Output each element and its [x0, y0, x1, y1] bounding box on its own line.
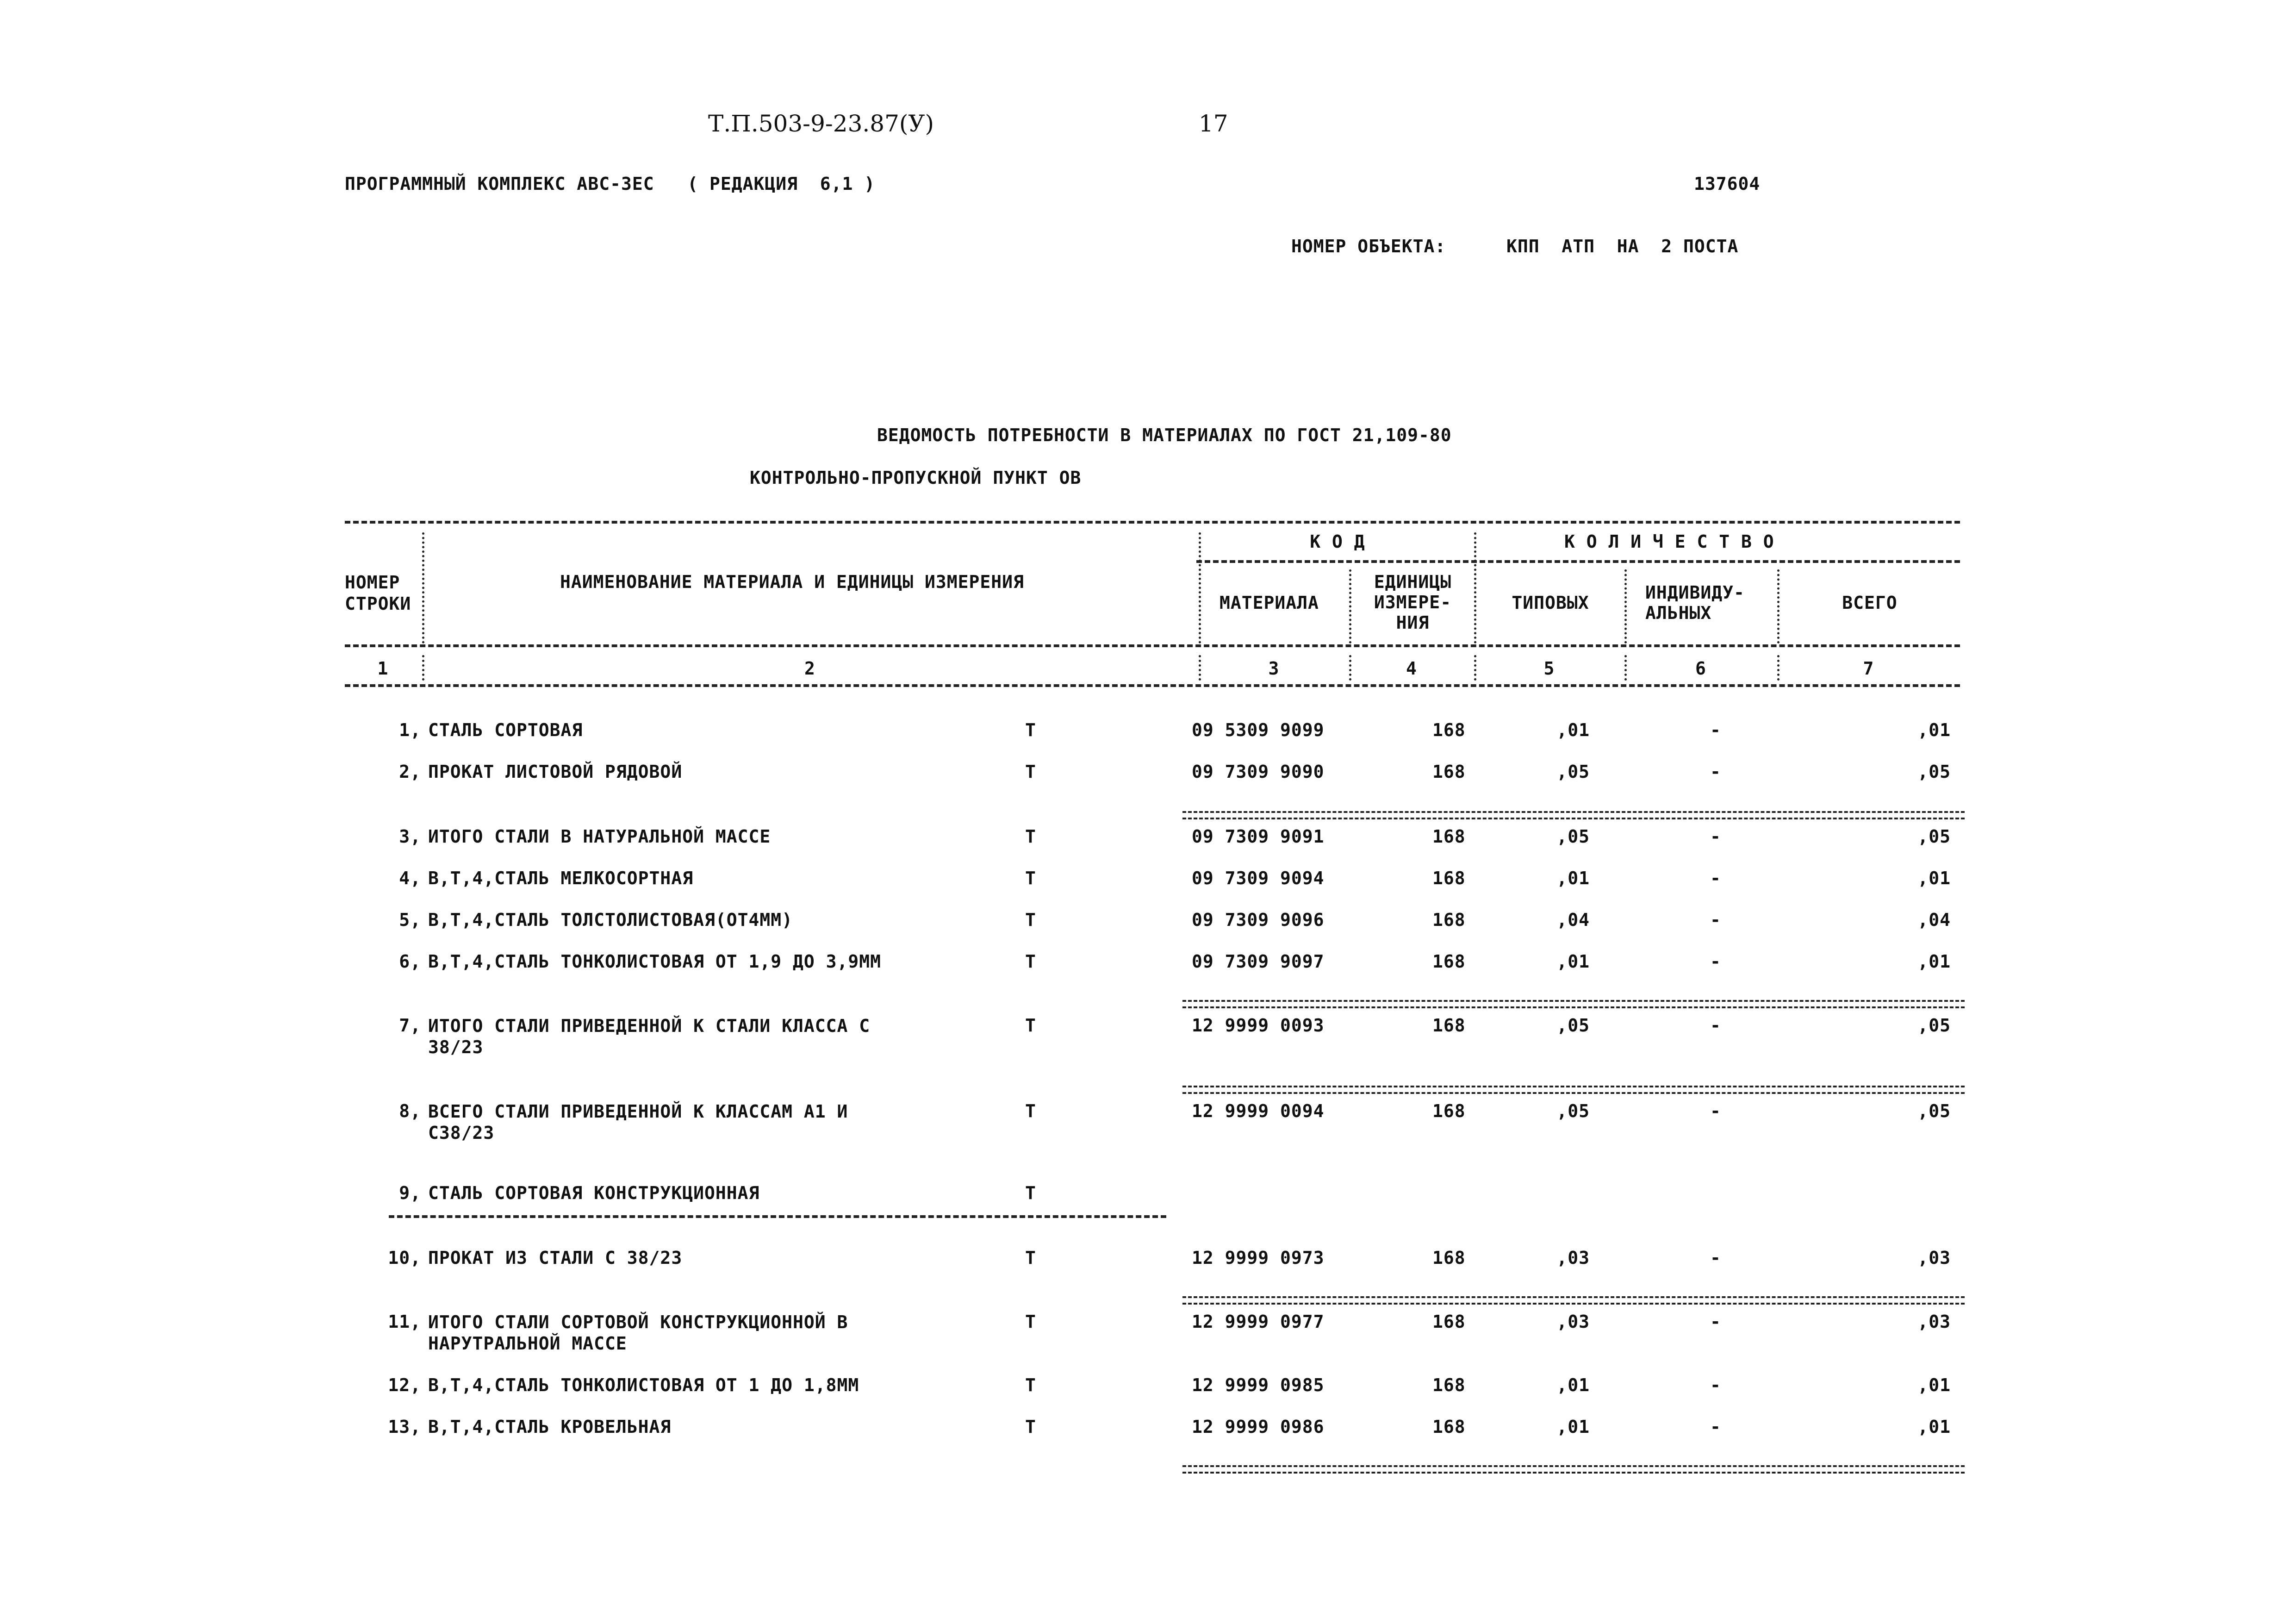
row-number: 2,: [399, 762, 421, 782]
typical-quantity: ,01: [1556, 1417, 1590, 1437]
object-value: КПП АТП НА 2 ПОСТА: [1506, 236, 1739, 256]
unit: Т: [1025, 1183, 1036, 1203]
unit: Т: [1025, 1312, 1036, 1332]
typical-quantity: ,01: [1556, 1375, 1590, 1395]
material-code: 09 7309 9090: [1192, 762, 1325, 782]
header-separator: [1624, 569, 1627, 643]
total-quantity: ,04: [1917, 910, 1951, 930]
total-quantity: ,03: [1917, 1248, 1951, 1268]
unit-code: 168: [1432, 1417, 1466, 1437]
unit: Т: [1025, 1101, 1036, 1121]
total-quantity: ,05: [1917, 1101, 1951, 1121]
typical-quantity: ,01: [1556, 868, 1590, 888]
individual-quantity: -: [1710, 1417, 1721, 1437]
total-quantity: ,01: [1917, 868, 1951, 888]
individual-quantity: -: [1710, 1101, 1721, 1121]
material-name: ВСЕГО СТАЛИ ПРИВЕДЕННОЙ К КЛАССАМ А1 И С38/23: [428, 1101, 848, 1143]
unit-code: 168: [1432, 826, 1466, 847]
subtotal-rule: [1182, 1465, 1965, 1474]
header-separator: [422, 532, 424, 643]
individual-quantity: -: [1710, 951, 1721, 972]
page-subtitle: КОНТРОЛЬНО-ПРОПУСКНОЙ ПУНКТ ОВ: [750, 468, 1082, 488]
individual-quantity: -: [1710, 868, 1721, 888]
header-typical: ТИПОВЫХ: [1512, 593, 1589, 613]
subtotal-rule: [1182, 1296, 1965, 1305]
object-label: НОМЕР ОБЪЕКТА:: [1291, 236, 1446, 256]
material-name: ИТОГО СТАЛИ В НАТУРАЛЬНОЙ МАССЕ: [428, 826, 771, 847]
unit-code: 168: [1432, 1312, 1466, 1332]
typical-quantity: ,05: [1556, 1101, 1590, 1121]
row-number: 13,: [388, 1417, 421, 1437]
material-code: 09 7309 9091: [1192, 826, 1325, 847]
program-name: ПРОГРАММНЫЙ КОМПЛЕКС АВС-3ЕС ( РЕДАКЦИЯ 6,1 ): [345, 174, 876, 194]
material-code: 12 9999 0986: [1192, 1417, 1325, 1437]
column-number: 2: [804, 658, 815, 679]
material-name: В,Т,4,СТАЛЬ ТОНКОЛИСТОВАЯ ОТ 1 ДО 1,8ММ: [428, 1375, 859, 1395]
individual-quantity: -: [1710, 826, 1721, 847]
table-top-rule: [345, 521, 1960, 524]
typical-quantity: ,03: [1556, 1248, 1590, 1268]
material-code: 12 9999 0094: [1192, 1101, 1325, 1121]
document-code: Т.П.503-9-23.87(У): [708, 110, 934, 137]
header-individual: ИНДИВИДУ- АЛЬНЫХ: [1645, 582, 1745, 623]
total-quantity: ,01: [1917, 720, 1951, 740]
unit: Т: [1025, 1417, 1036, 1437]
unit: Т: [1025, 951, 1036, 972]
typical-quantity: ,03: [1556, 1312, 1590, 1332]
total-quantity: ,01: [1917, 1375, 1951, 1395]
page-number: 17: [1199, 110, 1228, 137]
header-material-name: НАИМЕНОВАНИЕ МАТЕРИАЛА И ЕДИНИЦЫ ИЗМЕРЕНИЯ: [560, 572, 1024, 592]
column-number: 5: [1543, 658, 1555, 679]
material-code: 09 5309 9099: [1192, 720, 1325, 740]
unit: Т: [1025, 1375, 1036, 1395]
individual-quantity: -: [1710, 1248, 1721, 1268]
material-name: ИТОГО СТАЛИ СОРТОВОЙ КОНСТРУКЦИОННОЙ В НАРУТРАЛЬНОЙ МАССЕ: [428, 1312, 848, 1354]
page-title: ВЕДОМОСТЬ ПОТРЕБНОСТИ В МАТЕРИАЛАХ ПО ГОСТ 21,109-80: [877, 425, 1452, 445]
material-name: ИТОГО СТАЛИ ПРИВЕДЕННОЙ К СТАЛИ КЛАССА С 38/23: [428, 1016, 871, 1057]
unit-code: 168: [1432, 1015, 1466, 1036]
material-name: В,Т,4,СТАЛЬ ТОЛСТОЛИСТОВАЯ(ОТ4ММ): [428, 910, 793, 930]
subtotal-rule: [1182, 1086, 1965, 1094]
unit-code: 168: [1432, 1101, 1466, 1121]
typical-quantity: ,01: [1556, 720, 1590, 740]
row-9-underline: [389, 1215, 1166, 1218]
typical-quantity: ,05: [1556, 826, 1590, 847]
column-number: 6: [1695, 658, 1706, 679]
subtotal-rule: [1182, 811, 1965, 819]
unit-code: 168: [1432, 951, 1466, 972]
row-number: 9,: [399, 1183, 421, 1203]
unit: Т: [1025, 1015, 1036, 1036]
unit-code: 168: [1432, 720, 1466, 740]
unit: Т: [1025, 1248, 1036, 1268]
column-number: 4: [1406, 658, 1417, 679]
header-bottom-rule: [345, 644, 1960, 647]
unit-code: 168: [1432, 762, 1466, 782]
unit: Т: [1025, 910, 1036, 930]
typical-quantity: ,05: [1556, 1015, 1590, 1036]
individual-quantity: -: [1710, 910, 1721, 930]
total-quantity: ,01: [1917, 951, 1951, 972]
individual-quantity: -: [1710, 720, 1721, 740]
material-name: В,Т,4,СТАЛЬ ТОНКОЛИСТОВАЯ ОТ 1,9 ДО 3,9ММ: [428, 951, 881, 972]
material-name: ПРОКАТ ИЗ СТАЛИ С 38/23: [428, 1248, 683, 1268]
unit: Т: [1025, 826, 1036, 847]
row-number: 1,: [399, 720, 421, 740]
header-separator: [1199, 532, 1201, 643]
header-separator: [1474, 532, 1476, 643]
header-quantity-group: К О Л И Ч Е С Т В О: [1564, 531, 1774, 552]
row-number: 11,: [388, 1312, 421, 1332]
header-material-code: МАТЕРИАЛА: [1220, 593, 1319, 613]
typical-quantity: ,04: [1556, 910, 1590, 930]
unit-code: 168: [1432, 910, 1466, 930]
header-separator: [1349, 569, 1351, 643]
typical-quantity: ,01: [1556, 951, 1590, 972]
material-name: ПРОКАТ ЛИСТОВОЙ РЯДОВОЙ: [428, 762, 683, 782]
typical-quantity: ,05: [1556, 762, 1590, 782]
unit: Т: [1025, 762, 1036, 782]
unit: Т: [1025, 868, 1036, 888]
material-code: 12 9999 0977: [1192, 1312, 1325, 1332]
individual-quantity: -: [1710, 1015, 1721, 1036]
unit: Т: [1025, 720, 1036, 740]
header-separator: [1777, 569, 1780, 643]
header-unit-code: ЕДИНИЦЫ ИЗМЕРЕ- НИЯ: [1374, 572, 1452, 633]
column-number: 1: [377, 658, 389, 679]
column-number: 3: [1268, 658, 1280, 679]
row-number: 5,: [399, 910, 421, 930]
column-numbers-rule: [345, 684, 1960, 687]
total-quantity: ,05: [1917, 826, 1951, 847]
column-number: 7: [1863, 658, 1874, 679]
material-code: 12 9999 0973: [1192, 1248, 1325, 1268]
material-name: СТАЛЬ СОРТОВАЯ: [428, 720, 583, 740]
individual-quantity: -: [1710, 1375, 1721, 1395]
total-quantity: ,01: [1917, 1417, 1951, 1437]
material-name: СТАЛЬ СОРТОВАЯ КОНСТРУКЦИОННАЯ: [428, 1183, 760, 1203]
total-quantity: ,05: [1917, 762, 1951, 782]
document-number: 137604: [1694, 174, 1761, 194]
row-number: 12,: [388, 1375, 421, 1395]
unit-code: 168: [1432, 1375, 1466, 1395]
row-number: 7,: [399, 1015, 421, 1036]
material-code: 09 7309 9096: [1192, 910, 1325, 930]
unit-code: 168: [1432, 1248, 1466, 1268]
row-number: 4,: [399, 868, 421, 888]
unit-code: 168: [1432, 868, 1466, 888]
total-quantity: ,03: [1917, 1312, 1951, 1332]
material-name: В,Т,4,СТАЛЬ МЕЛКОСОРТНАЯ: [428, 868, 694, 888]
individual-quantity: -: [1710, 762, 1721, 782]
material-code: 09 7309 9097: [1192, 951, 1325, 972]
material-code: 09 7309 9094: [1192, 868, 1325, 888]
total-quantity: ,05: [1917, 1015, 1951, 1036]
header-code-group: К О Д: [1310, 531, 1365, 552]
subtotal-rule: [1182, 1000, 1965, 1008]
row-number: 8,: [399, 1101, 421, 1121]
header-total: ВСЕГО: [1842, 593, 1898, 613]
individual-quantity: -: [1710, 1312, 1721, 1332]
row-number: 3,: [399, 826, 421, 847]
row-number: 6,: [399, 951, 421, 972]
material-code: 12 9999 0093: [1192, 1015, 1325, 1036]
material-name: В,Т,4,СТАЛЬ КРОВЕЛЬНАЯ: [428, 1417, 672, 1437]
header-mid-rule: [1196, 560, 1960, 563]
header-row-number: НОМЕР СТРОКИ: [345, 572, 411, 614]
row-number: 10,: [388, 1248, 421, 1268]
material-code: 12 9999 0985: [1192, 1375, 1325, 1395]
